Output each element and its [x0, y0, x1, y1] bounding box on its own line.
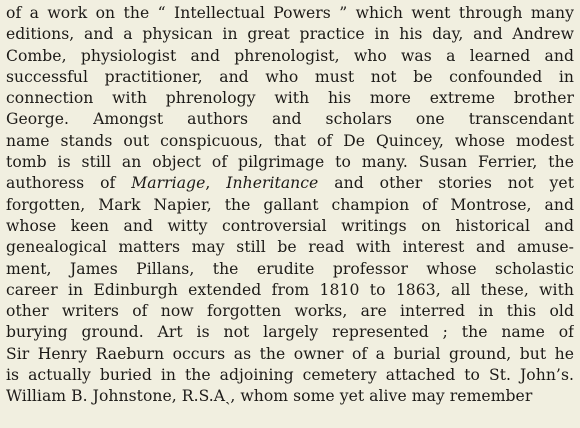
text-line-4: successful practitioner, and who must not be confounded in [6, 67, 574, 86]
text-line-1: of a work on the “ Intellectual Powers ” which went through many [6, 4, 574, 22]
text-line-18: is actually buried in the adjoining cemetery attached to St. John’s. [6, 366, 574, 385]
text-line-16: burying ground. Art is not largely represented ; the name of [6, 323, 574, 342]
text-line-5: connection with phrenology with his more extreme brother [6, 89, 574, 108]
text-line-11: whose keen and witty controversial writings on historical and [6, 216, 574, 235]
text-line-7: name stands out conspicuous, that of De Quincey, whose modest [6, 131, 574, 150]
text-line-3: Combe, physiologist and phrenologist, who was a learned and [6, 46, 574, 65]
text-line-13: ment, James Pillans, the erudite professor whose scholastic [6, 259, 574, 278]
text-line-8: tomb is still an object of pilgrimage to many. Susan Ferrier, the [6, 153, 574, 172]
book-title-inheritance: Inheritance [226, 174, 319, 193]
body-text [6, 3, 574, 408]
text-line-6: George. Amongst authors and scholars one transcendant [6, 110, 574, 129]
text-line-14: career in Edinburgh extended from 1810 to 1863, all these, with [6, 280, 574, 299]
text-line-9 [6, 173, 574, 194]
text-segment: and other stories not yet [318, 174, 574, 193]
text-line-12: genealogical matters may still be read with interest and amuse- [6, 238, 574, 257]
text-segment: , [205, 174, 227, 193]
text-line-19: William B. Johnstone, R.S.Aˎ, whom some yet alive may remember [6, 387, 533, 406]
text-line-2: editions, and a physican in great practice in his day, and Andrew [6, 25, 574, 44]
book-title-marriage: Marriage [131, 174, 206, 193]
text-segment: authoress of [6, 174, 132, 193]
text-line-10: forgotten, Mark Napier, the gallant champion of Montrose, and [6, 195, 574, 214]
text-line-17: Sir Henry Raeburn occurs as the owner of a burial ground, but he [6, 344, 574, 363]
text-line-15: other writers of now forgotten works, are interred in this old [6, 302, 574, 321]
